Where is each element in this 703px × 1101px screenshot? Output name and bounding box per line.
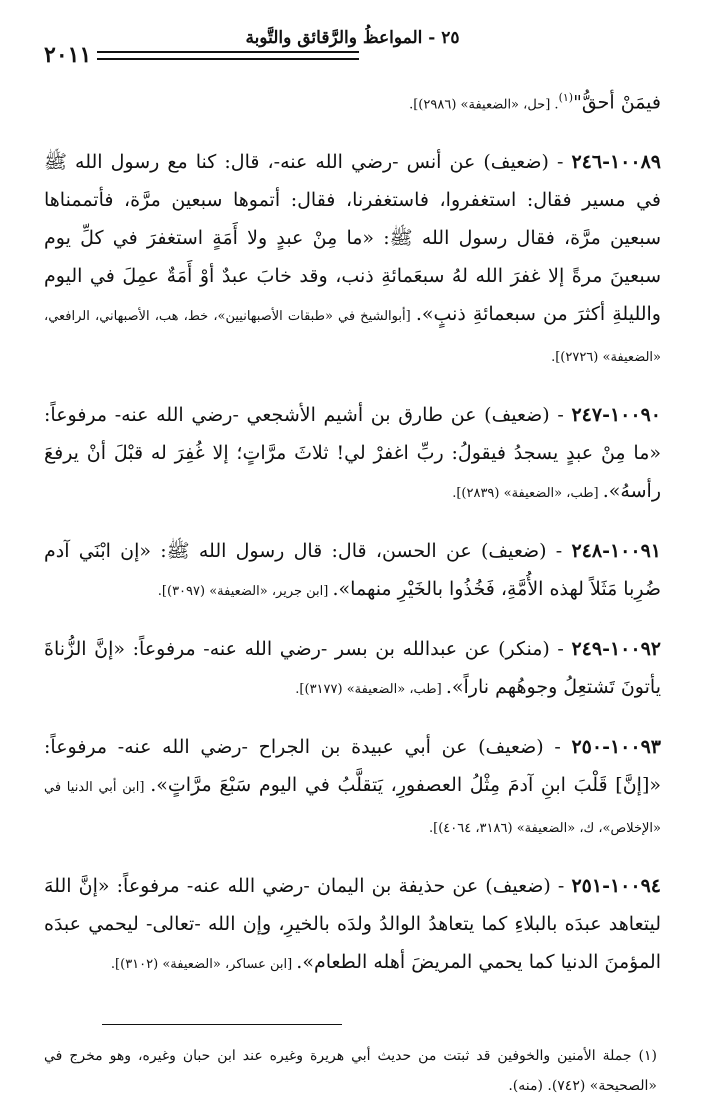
entry-text: - (ضعيف) عن الحسن، قال: قال رسول الله ﷺ: «إن ابْنَي آدم ضُرِبا مَثَلاً لهذه الأُمَّةِ، فَخُذُوا بالخَيْرِ منهما». (44, 540, 661, 601)
running-header (44, 20, 661, 68)
footnote-separator (102, 1024, 342, 1025)
hadith-entry (44, 728, 661, 848)
hadith-entry (44, 532, 661, 611)
hadith-entry (44, 396, 661, 513)
entry-citation: [أبوالشيخ في «طبقات الأصبهانيين»، خط، هب، الأصبهاني، الرافعي، «الضعيفة» (٢٧٢٦)]. (44, 309, 661, 366)
entry-text: - (ضعيف) عن أنس -رضي الله عنه-، قال: كنا مع رسول الله ﷺ في مسير فقال: استغفروا، فاستغفرنا، فقال: أتموها سبعين مرَّة، فأتممناها سبعين مرَّة، فقال رسول الله ﷺ: «ما مِنْ عبدٍ ولا أَمَةٍ استغفرَ في كلِّ يوم سبعينَ مرةً إلا غفرَ الله لهُ سبعَمائةِ ذنب، وقد خابَ عبدٌ أوْ أَمَةٌ عمِلَ في اليوم والليلةِ أكثرَ من سبعمائةِ ذنبٍ». (44, 151, 661, 326)
entry-citation: [ابن عساكر، «الضعيفة» (٣١٠٢)]. (110, 957, 297, 973)
entry-text: فيمَنْ أحقُّ" (573, 91, 661, 114)
footnote-ref: (١) (558, 91, 574, 104)
entry-text: - (ضعيف) عن طارق بن أشيم الأشجعي -رضي الله عنه- مرفوعاً: «ما مِنْ عبدٍ يسجدُ فيقولُ: ربِّ اغفرْ لي! ثلاثَ مرَّاتٍ؛ إلا غُفِرَ له قبْلَ أنْ يرفعَ رأسهُ». (44, 404, 661, 503)
entry-continuation (44, 79, 661, 124)
entry-number: ١٠٠٩١-٢٤٨ (571, 540, 661, 563)
entry-citation: . [حل، «الضعيفة» (٢٩٨٦)]. (409, 97, 559, 113)
entry-text: - (ضعيف) عن أبي عبيدة بن الجراح -رضي الله عنه- مرفوعاً: «[إنَّ] قَلْبَ ابنِ آدمَ مِثْلُ العصفورِ، يَتقلَّبُ في اليوم سَبْعَ مرَّاتٍ». (44, 736, 661, 797)
entry-text: - (منكر) عن عبدالله بن بسر -رضي الله عنه- مرفوعاً: «إنَّ الزُّناةَ يأتونَ تَشتعِلُ وجوهُهم ناراً». (44, 638, 661, 699)
entry-number: ١٠٠٩٢-٢٤٩ (571, 638, 661, 661)
page-body (44, 79, 661, 984)
page-number-group (44, 42, 359, 68)
entry-citation: [ابن أبي الدنيا في «الإخلاص»، ك، «الضعيفة» (٣١٨٦، ٤٠٦٤)]. (44, 780, 661, 837)
entry-number: ١٠٠٨٩-٢٤٦ (571, 151, 661, 174)
footnote: (١) جملة الأمنين والخوفين قد ثبتت من حديث أبي هريرة وغيره عند ابن حبان وغيره، وهو مخرج في «الصحيحة» (٧٤٢). (منه). (44, 1048, 657, 1095)
chapter-title: ٢٥ - المواعظُ والرَّقائق والتَّوبة (245, 28, 460, 48)
entry-number: ١٠٠٩٣-٢٥٠ (571, 736, 661, 759)
entry-number: ١٠٠٩٤-٢٥١ (571, 875, 661, 898)
entry-number: ١٠٠٩٠-٢٤٧ (571, 404, 661, 427)
hadith-entry (44, 143, 661, 377)
entry-text: - (ضعيف) عن حذيفة بن اليمان -رضي الله عنه- مرفوعاً: «إنَّ اللهَ ليتعاهد عبدَه بالبلاءِ كما يتعاهدُ الوالدُ ولدَه بالخيرِ، وإن الله -تعالى- ليحمي عبدَه المؤمنَ الدنيا كما يحمي المريضَ أهله الطعام». (44, 875, 661, 974)
page-number: ٢٠١١ (44, 42, 92, 68)
hadith-entry (44, 867, 661, 984)
header-rule (97, 51, 359, 60)
entry-citation: [طب، «الضعيفة» (٣١٧٧)]. (295, 682, 446, 698)
entry-citation: [ابن جرير، «الضعيفة» (٣٠٩٧)]. (157, 584, 333, 600)
entry-citation: [طب، «الضعيفة» (٢٨٣٩)]. (452, 486, 603, 502)
hadith-entry (44, 630, 661, 709)
